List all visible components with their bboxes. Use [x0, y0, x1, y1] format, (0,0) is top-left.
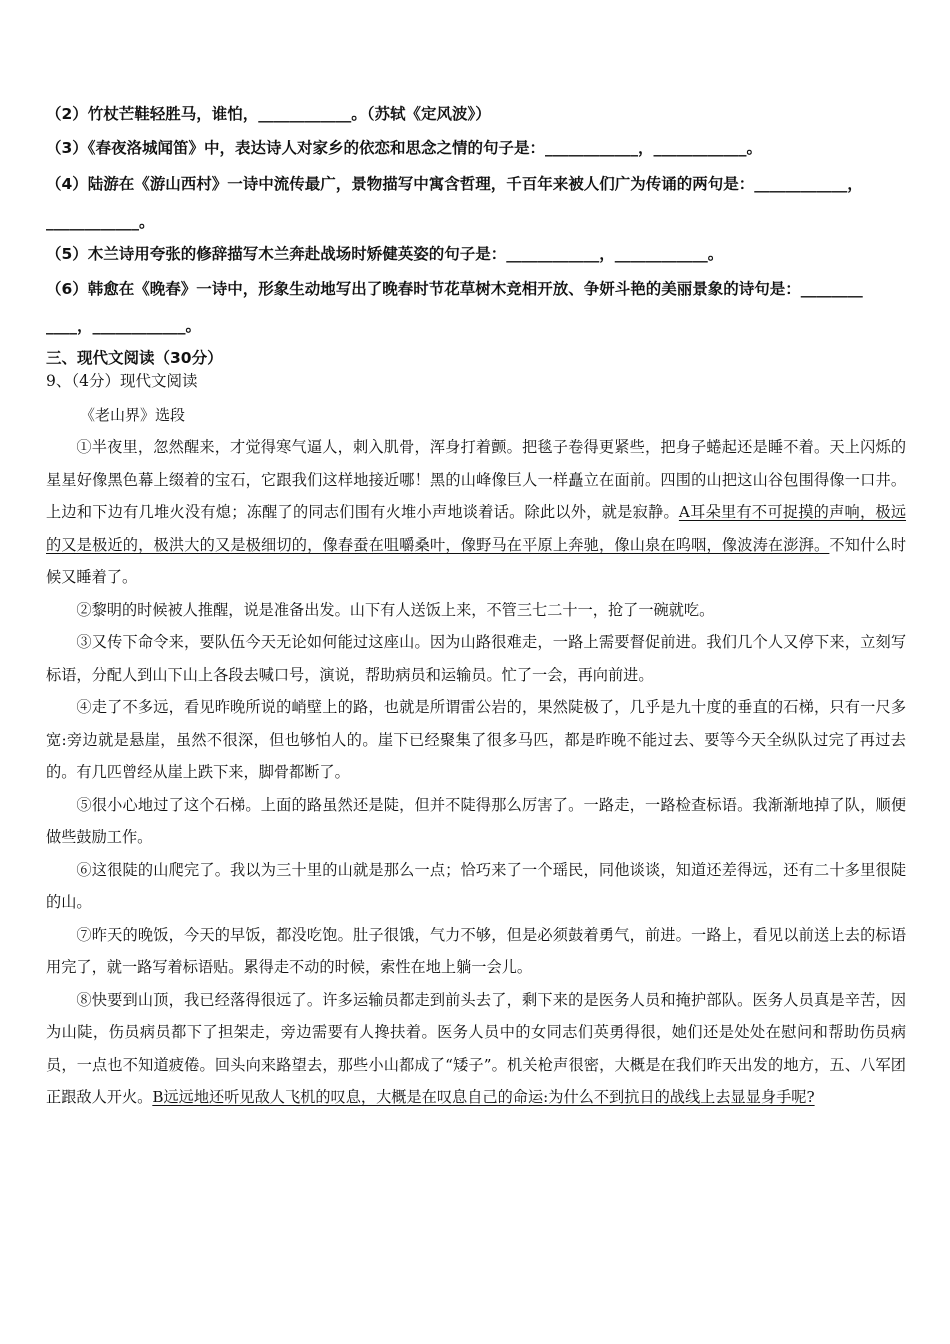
paragraph-4: ④走了不多远，看见昨晚所说的峭壁上的路，也就是所谓雷公岩的，果然陡极了，几乎是九十度的垂直的石梯，只有一尺多宽:旁边就是悬崖，虽然不很深，但也够怕人的。崖下已经聚集了很多马匹，都是昨晚不能过去、要等今天全纵队过完了再过去的。有几匹曾经从崖上跌下来，脚骨都断了。: [46, 698, 906, 781]
underlined-sentence-b: B远远地还听见敌人飞机的叹息，大概是在叹息自己的命运:为什么不到抗日的战线上去显显身手呢?: [152, 1088, 815, 1106]
paragraph-7: ⑦昨天的晚饭，今天的早饭，都没吃饱。肚子很饿，气力不够，但是必须鼓着勇气，前进。一路上，看见以前送上去的标语用完了，就一路写着标语贴。累得走不动的时候，索性在地上躺一会儿。: [46, 925, 906, 976]
paragraph-6: ⑥这很陡的山爬完了。我以为三十里的山就是那么一点；恰巧来了一个瑶民，同他谈谈，知道还差得远，还有二十多里很陡的山。: [46, 860, 906, 911]
question-9-label: 9、（4分）现代文阅读: [46, 372, 198, 390]
section-title: 三、现代文阅读（30分）: [46, 349, 223, 367]
question-4: （4）陆游在《游山西村》一诗中流传最广，景物描写中寓含哲理，千百年来被人们广为传诵的两句是：____________，: [46, 175, 863, 193]
passage-body: [46, 431, 906, 1114]
paragraph-1: [46, 431, 906, 594]
question-6: （6）韩愈在《晚春》一诗中，形象生动地写出了晚春时节花草树木竞相开放、争妍斗艳的美丽景象的诗句是：________: [46, 280, 863, 298]
question-6-continued: ____，____________。: [46, 317, 202, 335]
paragraph-5: ⑤很小心地过了这个石梯。上面的路虽然还是陡，但并不陡得那么厉害了。一路走，一路检查标语。我渐渐地掉了队，顺便做些鼓励工作。: [46, 795, 906, 846]
paragraph-3: ③又传下命令来，要队伍今天无论如何能过这座山。因为山路很难走，一路上需要督促前进。我们几个人又停下来，立刻写标语，分配人到山下山上各段去喊口号，演说，帮助病员和运输员。忙了一会，再向前进。: [46, 633, 906, 684]
paragraph-8: [46, 984, 906, 1114]
underlined-sentence-a: A耳朵里有不可捉摸的声响，极远的又是极近的，极洪大的又是极细切的，像春蚕在咀嚼桑叶，像野马在平原上奔驰，像山泉在呜咽，像波涛在澎湃。: [46, 503, 907, 554]
question-4-continued: ____________。: [46, 213, 155, 231]
paragraph-8-text: ⑧快要到山顶，我已经落得很远了。许多运输员都走到前头去了，剩下来的是医务人员和掩护部队。医务人员真是辛苦，因为山陡，伤员病员都下了担架走，旁边需要有人搀扶着。医务人员中的女同志们英勇得很，她们还是处处在慰问和帮助伤员病员，一点也不知道疲倦。回头向来路望去，那些小山都成了“矮子”。机关枪声很密，大概是在我们昨天出发的地方，五、八军团正跟敌人开火。: [46, 990, 906, 1106]
question-5: （5）木兰诗用夸张的修辞描写木兰奔赴战场时矫健英姿的句子是：____________，____________。: [46, 245, 724, 263]
passage-title: 《老山界》选段: [80, 406, 186, 424]
question-2: （2）竹杖芒鞋轻胜马，谁怕，____________。（苏轼《定风波》）: [46, 105, 491, 123]
question-3: （3）《春夜洛城闻笛》中，表达诗人对家乡的依恋和思念之情的句子是：____________，____________。: [46, 139, 763, 157]
paragraph-1-text: ①半夜里，忽然醒来，才觉得寒气逼人，刺入肌骨，浑身打着颤。把毯子卷得更紧些，把身子蜷起还是睡不着。天上闪烁的星星好像黑色幕上缀着的宝石，它跟我们这样地接近哪！黑的山峰像巨人一样矗立在面前。四围的山把这山谷包围得像一口井。上边和下边有几堆火没有熄；冻醒了的同志们围有火堆小声地谈着话。除此以外，就是寂静。: [46, 438, 906, 521]
paragraph-1-end: 不知什么时候又睡着了。: [46, 535, 907, 586]
paragraph-2: ②黎明的时候被人推醒，说是准备出发。山下有人送饭上来，不管三七二十一，抢了一碗就吃。: [76, 600, 715, 619]
